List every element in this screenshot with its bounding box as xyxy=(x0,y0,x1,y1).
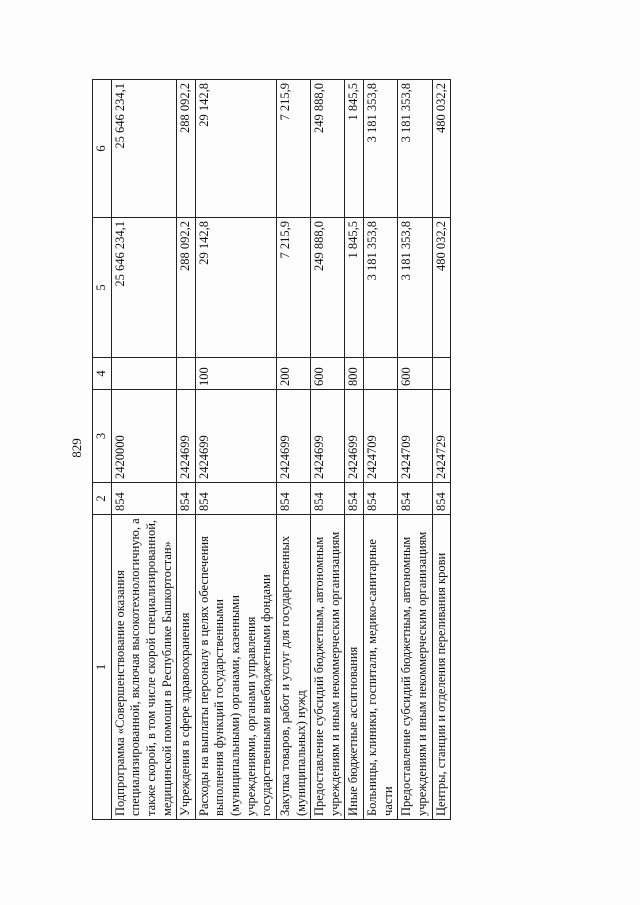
budget-table xyxy=(92,79,451,820)
row-target-code: 2424709 xyxy=(398,390,432,483)
row-ministry-code: 854 xyxy=(345,483,364,515)
row-target-code: 2424699 xyxy=(276,390,310,483)
row-amount-6: 25 646 234,1 xyxy=(111,80,177,218)
row-amount-5: 29 142,8 xyxy=(195,218,276,358)
row-amount-5: 3 181 353,8 xyxy=(398,218,432,358)
row-ministry-code: 854 xyxy=(177,483,196,515)
row-expense-type: 100 xyxy=(195,358,276,390)
header-col-6: 6 xyxy=(93,80,112,218)
row-target-code: 2424699 xyxy=(311,390,345,483)
row-name: Центры, станции и отделения переливания крови xyxy=(432,515,451,820)
table-row xyxy=(364,80,398,820)
table-row xyxy=(177,80,196,820)
row-ministry-code: 854 xyxy=(276,483,310,515)
row-name: Подпрограмма «Совершенствование оказания специализированной, включая высокотехнологичную, а также скорой, в том числе скорой специализированной, медицинской помощи в Республике Башкортостан» xyxy=(111,515,177,820)
header-col-4: 4 xyxy=(93,358,112,390)
row-target-code: 2420000 xyxy=(111,390,177,483)
row-expense-type: 600 xyxy=(398,358,432,390)
row-amount-5: 7 215,9 xyxy=(276,218,310,358)
row-ministry-code: 854 xyxy=(311,483,345,515)
row-ministry-code: 854 xyxy=(364,483,398,515)
row-expense-type xyxy=(177,358,196,390)
row-amount-6: 3 181 353,8 xyxy=(364,80,398,218)
row-name: Иные бюджетные ассигнования xyxy=(345,515,364,820)
row-ministry-code: 854 xyxy=(111,483,177,515)
row-ministry-code: 854 xyxy=(432,483,451,515)
row-expense-type xyxy=(111,358,177,390)
row-amount-6: 7 215,9 xyxy=(276,80,310,218)
row-expense-type: 200 xyxy=(276,358,310,390)
table-row xyxy=(311,80,345,820)
table-row xyxy=(398,80,432,820)
header-col-3: 3 xyxy=(93,390,112,483)
table-row xyxy=(432,80,451,820)
row-amount-5: 1 845,5 xyxy=(345,218,364,358)
table-header-row xyxy=(93,80,112,820)
row-name: Учреждения в сфере здравоохранения xyxy=(177,515,196,820)
page-number: 829 xyxy=(69,438,84,458)
row-amount-6: 1 845,5 xyxy=(345,80,364,218)
table-row xyxy=(345,80,364,820)
row-amount-5: 288 092,2 xyxy=(177,218,196,358)
row-expense-type: 800 xyxy=(345,358,364,390)
header-col-5: 5 xyxy=(93,218,112,358)
row-ministry-code: 854 xyxy=(195,483,276,515)
table-row xyxy=(276,80,310,820)
header-col-2: 2 xyxy=(93,483,112,515)
row-amount-6: 480 032,2 xyxy=(432,80,451,218)
table-row xyxy=(111,80,177,820)
header-col-1: 1 xyxy=(93,515,112,820)
row-expense-type xyxy=(364,358,398,390)
row-target-code: 2424699 xyxy=(195,390,276,483)
row-target-code: 2424699 xyxy=(345,390,364,483)
row-amount-5: 25 646 234,1 xyxy=(111,218,177,358)
row-amount-6: 29 142,8 xyxy=(195,80,276,218)
rotated-table-container xyxy=(92,80,552,820)
row-expense-type: 600 xyxy=(311,358,345,390)
row-target-code: 2424699 xyxy=(177,390,196,483)
row-name: Расходы на выплаты персоналу в целях обеспечения выполнения функций государственными (муниципальными) органами, казенными учреждениями, органами управления государственными внебюджетными фондами xyxy=(195,515,276,820)
table-row xyxy=(195,80,276,820)
row-name: Предоставление субсидий бюджетным, автономным учреждениям и иным некоммерческим организациям xyxy=(398,515,432,820)
row-name: Закупка товаров, работ и услуг для государственных (муниципальных) нужд xyxy=(276,515,310,820)
row-amount-5: 3 181 353,8 xyxy=(364,218,398,358)
table-wrapper xyxy=(92,80,552,820)
row-name: Больницы, клиники, госпитали, медико-санитарные части xyxy=(364,515,398,820)
row-amount-6: 249 888,0 xyxy=(311,80,345,218)
row-amount-5: 249 888,0 xyxy=(311,218,345,358)
row-target-code: 2424709 xyxy=(364,390,398,483)
row-expense-type xyxy=(432,358,451,390)
row-target-code: 2424729 xyxy=(432,390,451,483)
row-amount-5: 480 032,2 xyxy=(432,218,451,358)
row-ministry-code: 854 xyxy=(398,483,432,515)
row-amount-6: 3 181 353,8 xyxy=(398,80,432,218)
row-amount-6: 288 092,2 xyxy=(177,80,196,218)
row-name: Предоставление субсидий бюджетным, автономным учреждениям и иным некоммерческим организациям xyxy=(311,515,345,820)
